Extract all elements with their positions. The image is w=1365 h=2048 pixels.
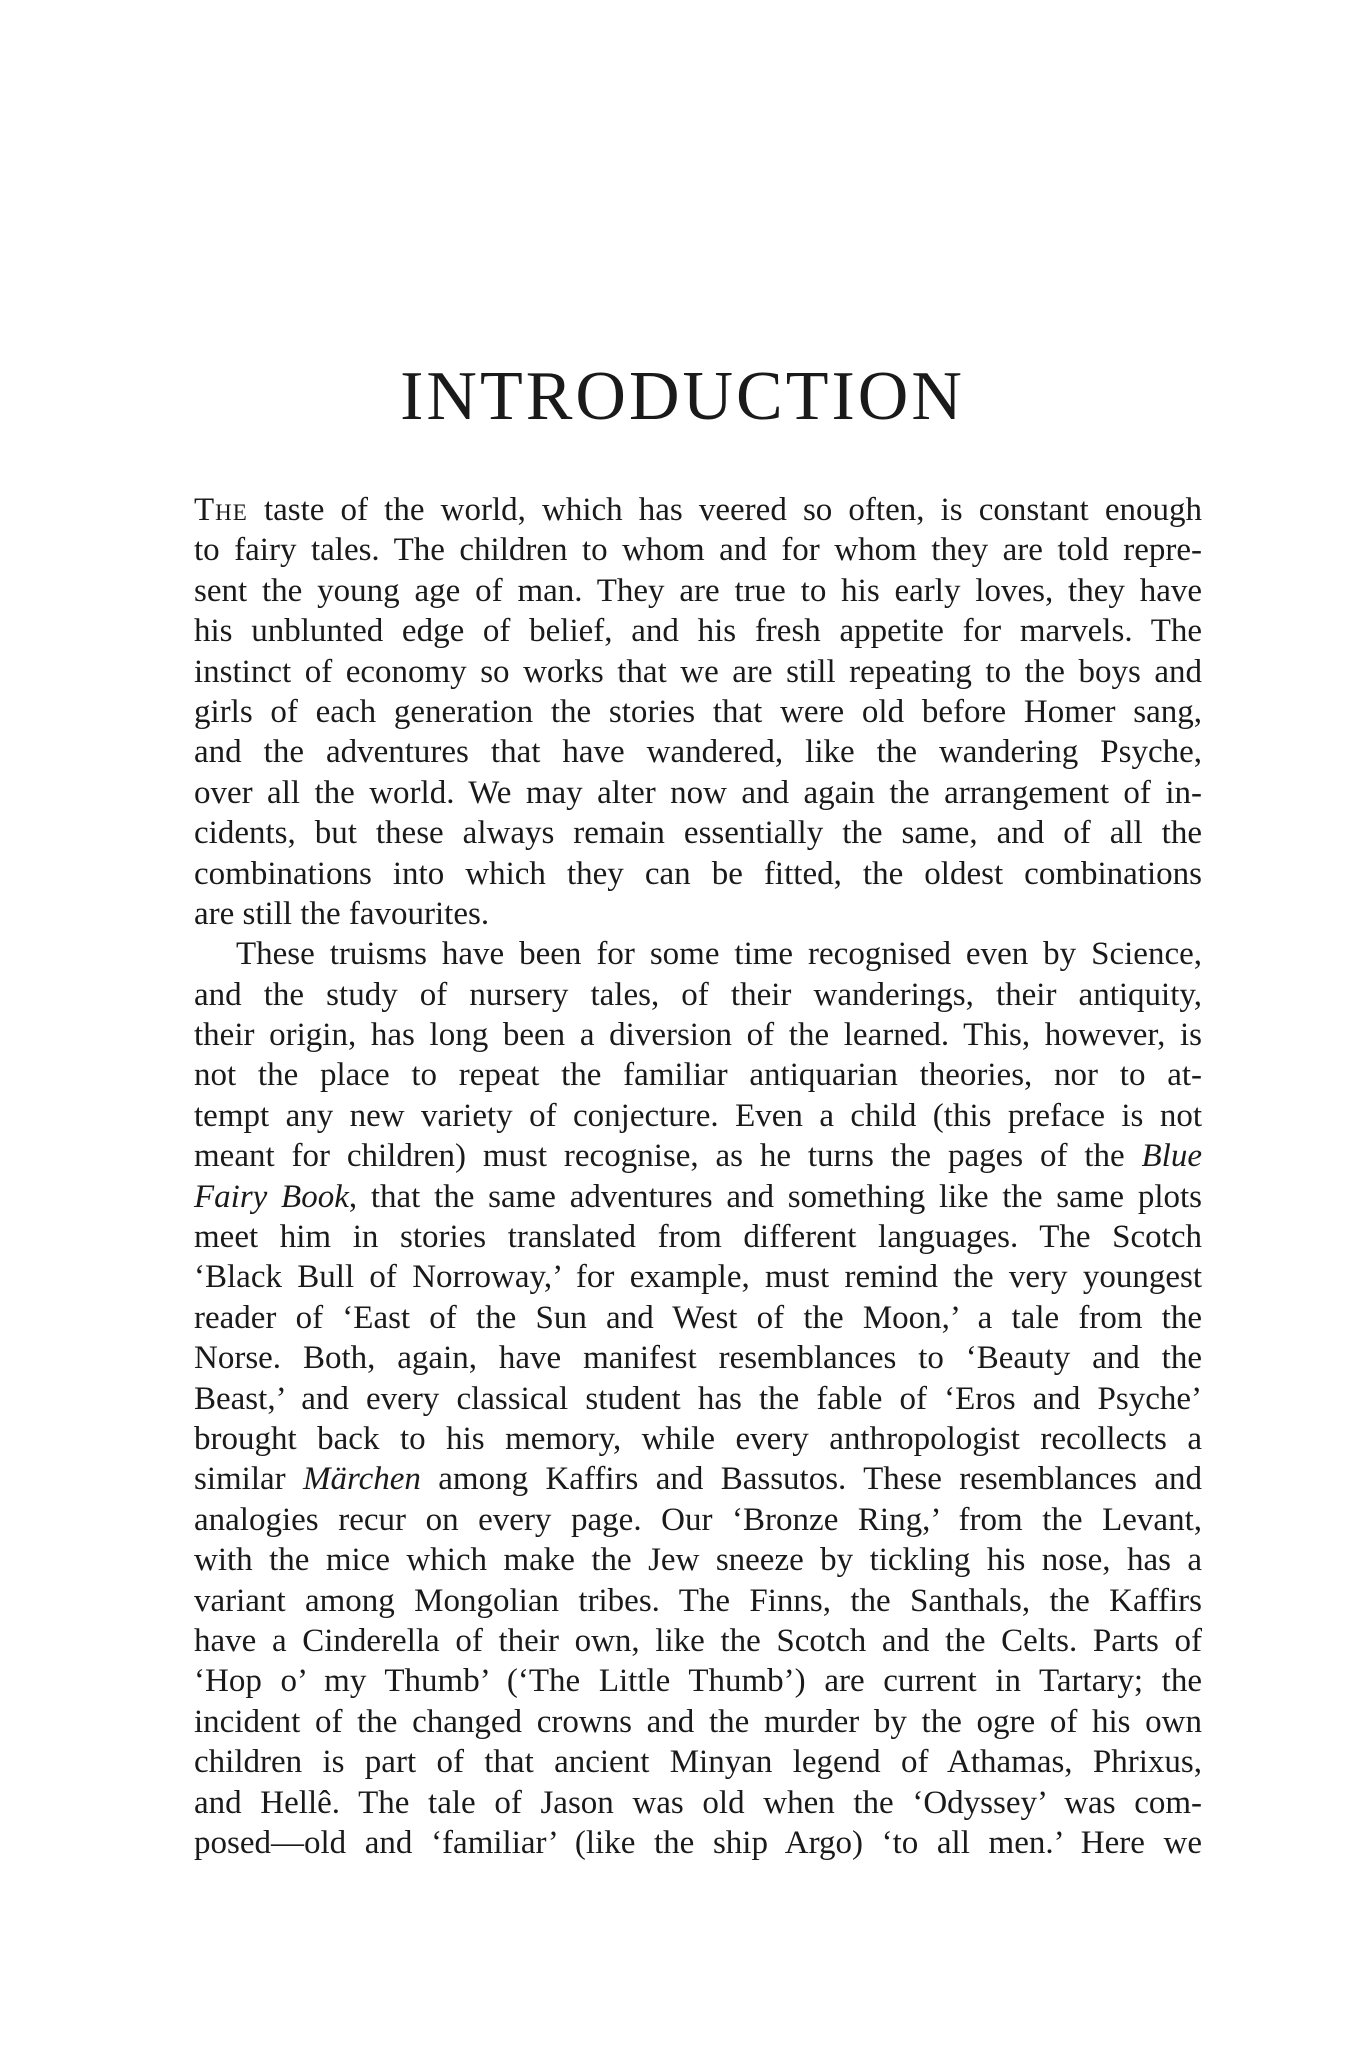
italic-title: Blue xyxy=(1141,1138,1202,1175)
text-line: to fairy tales. The children to whom and for whom they are told repre- xyxy=(194,532,1202,569)
text-line: not the place to repeat the familiar antiquarian theories, nor to at- xyxy=(194,1057,1202,1094)
text-line: Norse. Both, again, have manifest resemblances to ‘Beauty and the xyxy=(194,1340,1202,1377)
italic-title: Fairy Book xyxy=(194,1178,349,1215)
text-line: Beast,’ and every classical student has the fable of ‘Eros and Psyche’ xyxy=(194,1380,1202,1417)
text-line: sent the young age of man. They are true to his early loves, they have xyxy=(194,572,1202,609)
chapter-title: INTRODUCTION xyxy=(400,358,965,435)
text-line: tempt any new variety of conjecture. Even a child (this preface is not xyxy=(194,1097,1202,1134)
text-line: children is part of that ancient Minyan legend of Athamas, Phrixus, xyxy=(194,1744,1202,1781)
text-line: The taste of the world, which has veered so often, is constant enough xyxy=(194,492,1202,528)
text-line: and Hellê. The tale of Jason was old when the ‘Odyssey’ was com- xyxy=(194,1784,1202,1821)
text-line: their origin, has long been a diversion of the learned. This, however, is xyxy=(194,1017,1202,1054)
body-text xyxy=(194,490,1202,1863)
text-line: girls of each generation the stories that were old before Homer sang, xyxy=(194,693,1202,730)
text-line: ‘Black Bull of Norroway,’ for example, must remind the very youngest xyxy=(194,1259,1202,1296)
text-line: incident of the changed crowns and the murder by the ogre of his own xyxy=(194,1703,1202,1740)
text-line: posed—old and ‘familiar’ (like the ship Argo) ‘to all men.’ Here we xyxy=(194,1824,1202,1861)
text-line: meant for children) must recognise, as he turns the pages of the Blue xyxy=(194,1138,1202,1175)
text-line: Fairy Book, that the same adventures and something like the same plots xyxy=(194,1178,1202,1215)
text-line: cidents, but these always remain essentially the same, and of all the xyxy=(194,815,1202,852)
text-line: variant among Mongolian tribes. The Finns, the Santhals, the Kaffirs xyxy=(194,1582,1202,1619)
text-line: combinations into which they can be fitted, the oldest combinations xyxy=(194,855,1202,892)
text-line: reader of ‘East of the Sun and West of the Moon,’ a tale from the xyxy=(194,1299,1202,1336)
text-line: brought back to his memory, while every anthropologist recollects a xyxy=(194,1420,1202,1457)
text-line: and the study of nursery tales, of their wanderings, their antiquity, xyxy=(194,976,1202,1013)
text-line: have a Cinderella of their own, like the Scotch and the Celts. Parts of xyxy=(194,1622,1202,1659)
text-line: These truisms have been for some time recognised even by Science, xyxy=(236,936,1202,973)
text-line: with the mice which make the Jew sneeze by tickling his nose, has a xyxy=(194,1542,1202,1579)
text-line: over all the world. We may alter now and again the arrangement of in- xyxy=(194,774,1202,811)
italic-word: Märchen xyxy=(303,1461,421,1498)
text-line: ‘Hop o’ my Thumb’ (‘The Little Thumb’) are current in Tartary; the xyxy=(194,1663,1202,1700)
text-line: and the adventures that have wandered, like the wandering Psyche, xyxy=(194,734,1202,771)
text-line: are still the favourites. xyxy=(194,895,490,932)
text-line: similar Märchen among Kaffirs and Bassutos. These resemblances and xyxy=(194,1461,1202,1498)
text-line: his unblunted edge of belief, and his fresh appetite for marvels. The xyxy=(194,613,1202,650)
text-line: instinct of economy so works that we are still repeating to the boys and xyxy=(194,653,1202,690)
text-line: meet him in stories translated from different languages. The Scotch xyxy=(194,1219,1202,1256)
lead-word: The xyxy=(194,492,248,528)
text-line: analogies recur on every page. Our ‘Bronze Ring,’ from the Levant, xyxy=(194,1501,1202,1538)
